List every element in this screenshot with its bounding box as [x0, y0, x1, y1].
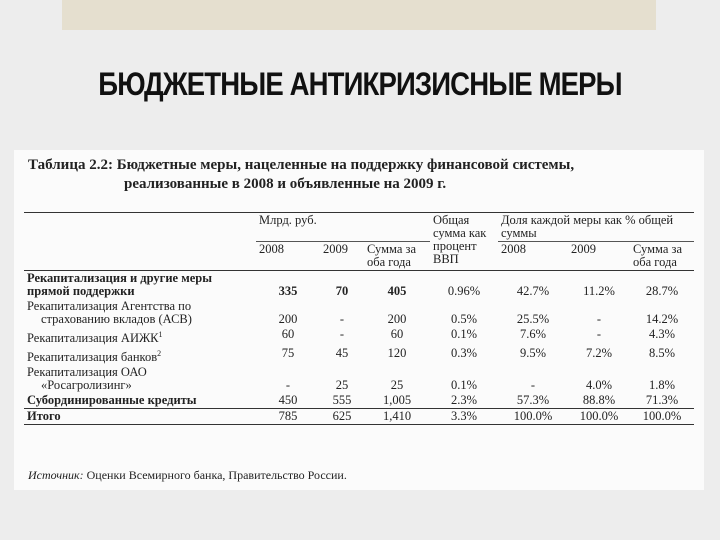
- cell-share-total: 28.7%: [645, 284, 679, 298]
- row-label: [24, 327, 256, 346]
- cell-gdp: 3.3%: [430, 409, 498, 425]
- cell-share-2008: 100.0%: [498, 409, 568, 425]
- cell-gdp: 2.3%: [430, 393, 498, 409]
- cell-2008: 60: [281, 327, 295, 341]
- cell-share-2009: 4.0%: [585, 378, 613, 393]
- cell-2009: 25: [335, 378, 349, 393]
- header-gdp: Общая сумма как процент ВВП: [430, 213, 498, 271]
- cell-share-total: 14.2%: [645, 312, 679, 326]
- row-label-text: Рекапитализация АИЖК: [27, 331, 159, 346]
- row-label-line-2: «Росагролизинг»: [41, 378, 132, 393]
- cell-gdp: 0.96%: [447, 284, 481, 298]
- cell-share-2008: 9.5%: [519, 346, 547, 361]
- cell-share-2009: 7.2%: [585, 346, 613, 361]
- cell-2009: 625: [320, 409, 364, 425]
- cell-2009: -: [339, 327, 345, 341]
- table-row: [24, 393, 694, 409]
- budget-measures-table: [24, 212, 694, 425]
- cell-share-total: 4.3%: [648, 327, 676, 341]
- footnote-mark: 2: [157, 349, 162, 359]
- cell-share-2009: -: [596, 327, 602, 341]
- row-label: [24, 365, 256, 393]
- slide-title: БЮДЖЕТНЫЕ АНТИКРИЗИСНЫЕ МЕРЫ: [98, 66, 622, 102]
- header-row-2: [24, 242, 694, 271]
- row-label: Субординированные кредиты: [24, 393, 256, 409]
- footnote-mark: 1: [158, 330, 163, 339]
- source-text: Оценки Всемирного банка, Правительство России.: [83, 468, 347, 482]
- cell-share-2008: 25.5%: [516, 312, 550, 326]
- header-share: Доля каждой меры как % общей суммы: [498, 213, 694, 242]
- cell-2008: -: [285, 378, 291, 393]
- row-label: Рекапитализация и другие меры прямой поддержки: [27, 271, 212, 298]
- cell-2008: 200: [278, 312, 298, 326]
- cell-2008: 450: [256, 393, 320, 409]
- source-note: [28, 468, 347, 483]
- cell-sum: 1,410: [364, 409, 430, 425]
- header-row-1: [24, 213, 694, 242]
- table-image: [14, 150, 704, 490]
- header-2009: 2009: [320, 242, 364, 271]
- cell-share-total: 71.3%: [630, 393, 694, 409]
- cell-share-2009: 100.0%: [568, 409, 630, 425]
- row-label-line-1: Рекапитализация Агентства по: [27, 299, 192, 313]
- cell-share-total: 8.5%: [648, 346, 676, 361]
- cell-share-2008: 42.7%: [516, 284, 550, 298]
- top-decorative-bar: [62, 0, 656, 30]
- caption-line-1: Таблица 2.2: Бюджетные меры, нацеленные на поддержку финансовой системы,: [28, 157, 575, 173]
- cell-sum: 60: [390, 327, 404, 341]
- table-row: [24, 327, 694, 346]
- row-label: [24, 299, 256, 327]
- cell-2008: 785: [256, 409, 320, 425]
- source-label: Источник:: [28, 468, 84, 482]
- cell-sum: 405: [387, 284, 407, 298]
- cell-share-2008: 57.3%: [498, 393, 568, 409]
- cell-share-total: 1.8%: [648, 378, 676, 393]
- cell-share-2008: -: [530, 378, 536, 393]
- cell-2008: 75: [281, 346, 295, 361]
- cell-sum: 120: [387, 346, 407, 361]
- cell-share-2009: 11.2%: [583, 284, 615, 298]
- cell-gdp: 0.5%: [450, 312, 478, 326]
- cell-sum: 200: [387, 312, 407, 326]
- table-row: [24, 346, 694, 365]
- row-label: [24, 346, 256, 365]
- cell-share-2009: 88.8%: [568, 393, 630, 409]
- row-label-line-1: Рекапитализация ОАО: [27, 365, 147, 380]
- cell-2009: 70: [335, 284, 349, 298]
- table-row: [24, 365, 694, 393]
- cell-share-2009: -: [596, 312, 602, 326]
- cell-sum: 25: [390, 378, 404, 393]
- table-caption: [28, 156, 698, 194]
- cell-sum: 1,005: [364, 393, 430, 409]
- cell-2008: 335: [278, 284, 298, 298]
- table-row: [24, 299, 694, 327]
- cell-2009: 45: [335, 346, 349, 361]
- header-share-2008: 2008: [498, 242, 568, 271]
- cell-gdp: 0.1%: [450, 378, 478, 393]
- caption-line-2: реализованные в 2008 и объявленные на 2009 г.: [124, 176, 447, 192]
- header-rub: Млрд. руб.: [256, 213, 430, 242]
- cell-2009: -: [339, 312, 345, 326]
- cell-share-total: 100.0%: [630, 409, 694, 425]
- row-label-line-2: страхованию вкладов (АСВ): [41, 312, 192, 326]
- header-2008: 2008: [256, 242, 320, 271]
- row-label: Итого: [24, 409, 256, 425]
- cell-gdp: 0.1%: [450, 327, 478, 341]
- cell-share-2008: 7.6%: [519, 327, 547, 341]
- header-total: Сумма за оба года: [364, 242, 430, 271]
- cell-2009: 555: [320, 393, 364, 409]
- header-share-2009: 2009: [568, 242, 630, 271]
- header-share-total: Сумма за оба года: [630, 242, 694, 271]
- table-row: [24, 271, 694, 300]
- table-row-total: [24, 409, 694, 425]
- cell-gdp: 0.3%: [450, 346, 478, 361]
- row-label-text: Рекапитализация банков: [27, 350, 158, 365]
